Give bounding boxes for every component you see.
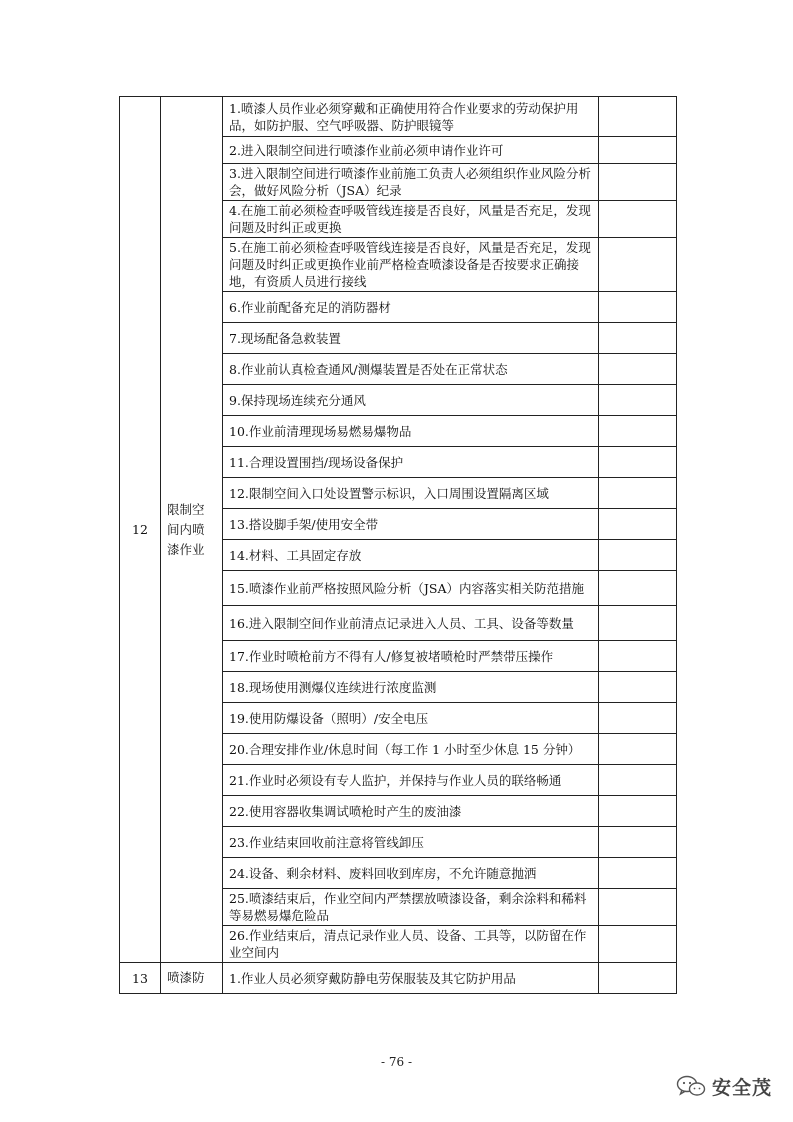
checklist-item: 25.喷漆结束后，作业空间内严禁摆放喷漆设备，剩余涂料和稀料等易燃易爆危险品 xyxy=(223,889,599,926)
check-result-cell xyxy=(599,478,677,509)
check-result-cell xyxy=(599,292,677,323)
wechat-icon xyxy=(676,1074,706,1098)
check-result-cell xyxy=(599,447,677,478)
table-row xyxy=(120,963,677,994)
checklist-item: 10.作业前清理现场易燃易爆物品 xyxy=(223,416,599,447)
checklist-item: 6.作业前配备充足的消防器材 xyxy=(223,292,599,323)
checklist-item: 14.材料、工具固定存放 xyxy=(223,540,599,571)
check-result-cell xyxy=(599,164,677,201)
check-result-cell xyxy=(599,201,677,238)
checklist-item: 23.作业结束回收前注意将管线卸压 xyxy=(223,827,599,858)
check-result-cell xyxy=(599,354,677,385)
check-result-cell xyxy=(599,641,677,672)
checklist-item: 1.作业人员必须穿戴防静电劳保服装及其它防护用品 xyxy=(223,963,599,994)
check-result-cell xyxy=(599,796,677,827)
row-category: 喷漆防 xyxy=(161,963,223,994)
checklist-item: 26.作业结束后，清点记录作业人员、设备、工具等，以防留在作业空间内 xyxy=(223,926,599,963)
check-result-cell xyxy=(599,238,677,292)
row-category: 限制空间内喷漆作业 xyxy=(161,97,223,963)
check-result-cell xyxy=(599,765,677,796)
check-result-cell xyxy=(599,97,677,137)
checklist-item: 16.进入限制空间作业前清点记录进入人员、工具、设备等数量 xyxy=(223,606,599,641)
check-result-cell xyxy=(599,703,677,734)
checklist-item: 18.现场使用测爆仪连续进行浓度监测 xyxy=(223,672,599,703)
check-result-cell xyxy=(599,540,677,571)
watermark xyxy=(676,1072,772,1100)
check-result-cell xyxy=(599,858,677,889)
checklist-item: 1.喷漆人员作业必须穿戴和正确使用符合作业要求的劳动保护用品，如防护服、空气呼吸器、防护眼镜等 xyxy=(223,97,599,137)
checklist-item: 15.喷漆作业前严格按照风险分析（JSA）内容落实相关防范措施 xyxy=(223,571,599,606)
checklist-item: 17.作业时喷枪前方不得有人/修复被堵喷枪时严禁带压操作 xyxy=(223,641,599,672)
check-result-cell xyxy=(599,889,677,926)
checklist-item: 7.现场配备急救装置 xyxy=(223,323,599,354)
checklist-item: 24.设备、剩余材料、废料回收到库房，不允许随意抛洒 xyxy=(223,858,599,889)
checklist-item: 20.合理安排作业/休息时间（每工作 1 小时至少休息 15 分钟） xyxy=(223,734,599,765)
check-result-cell xyxy=(599,137,677,164)
checklist-item: 4.在施工前必须检查呼吸管线连接是否良好，风量是否充足，发现问题及时纠正或更换 xyxy=(223,201,599,238)
row-number: 13 xyxy=(120,963,161,994)
check-result-cell xyxy=(599,963,677,994)
row-number: 12 xyxy=(120,97,161,963)
checklist-item: 3.进入限制空间进行喷漆作业前施工负责人必须组织作业风险分析会，做好风险分析（JSA）纪录 xyxy=(223,164,599,201)
checklist-item: 22.使用容器收集调试喷枪时产生的废油漆 xyxy=(223,796,599,827)
check-result-cell xyxy=(599,571,677,606)
check-result-cell xyxy=(599,509,677,540)
checklist-item: 2.进入限制空间进行喷漆作业前必须申请作业许可 xyxy=(223,137,599,164)
check-result-cell xyxy=(599,416,677,447)
check-result-cell xyxy=(599,827,677,858)
checklist-item: 12.限制空间入口处设置警示标识，入口周围设置隔离区域 xyxy=(223,478,599,509)
check-result-cell xyxy=(599,606,677,641)
checklist-item: 11.合理设置围挡/现场设备保护 xyxy=(223,447,599,478)
checklist-item: 5.在施工前必须检查呼吸管线连接是否良好，风量是否充足，发现问题及时纠正或更换作业前严格检查喷漆设备是否按要求正确接地，有资质人员进行接线 xyxy=(223,238,599,292)
checklist-item: 13.搭设脚手架/使用安全带 xyxy=(223,509,599,540)
checklist-item: 9.保持现场连续充分通风 xyxy=(223,385,599,416)
check-result-cell xyxy=(599,734,677,765)
page-number: - 76 - xyxy=(380,1055,412,1069)
checklist-table xyxy=(119,96,677,994)
check-result-cell xyxy=(599,672,677,703)
checklist-item: 8.作业前认真检查通风/测爆装置是否处在正常状态 xyxy=(223,354,599,385)
check-result-cell xyxy=(599,926,677,963)
watermark-text: 安全茂 xyxy=(712,1076,773,1099)
checklist-item: 21.作业时必须设有专人监护，并保持与作业人员的联络畅通 xyxy=(223,765,599,796)
check-result-cell xyxy=(599,323,677,354)
table-row xyxy=(120,97,677,137)
check-result-cell xyxy=(599,385,677,416)
checklist-item: 19.使用防爆设备（照明）/安全电压 xyxy=(223,703,599,734)
